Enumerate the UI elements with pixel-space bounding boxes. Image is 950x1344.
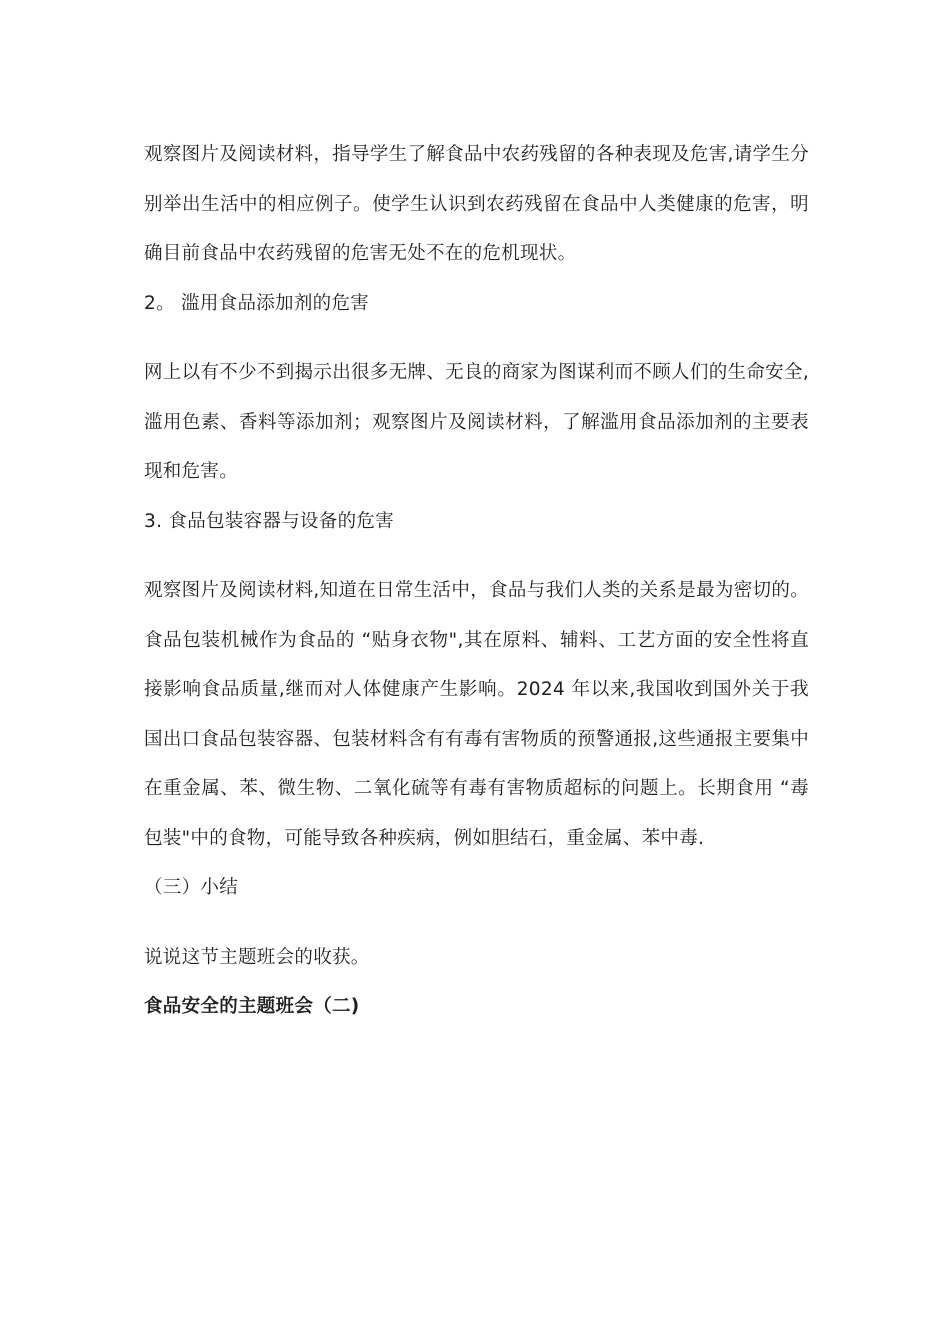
heading-summary: （三）小结 <box>144 877 239 898</box>
paragraph-packaging-hazard: 观察图片及阅读材料,知道在日常生活中，食品与我们人类的关系是最为密切的。食品包装机械作为食品的 “贴身衣物",其在原料、辅料、工艺方面的安全性将直接影响食品质量,继而对人体健康产生影响。2024 年以来,我国收到国外关于我国出口食品包装容器、包装材料含有有毒有害物质的预警通报,这些通报主要集中在重金属、苯、微生物、二氧化硫等有毒有害物质超标的问题上。长期食用 “毒包装"中的食物，可能导致各种疾病，例如胆结石，重金属、苯中毒. <box>144 580 809 849</box>
document-body <box>144 130 809 1032</box>
heading-class-meeting-part-two: 食品安全的主题班会（二) <box>144 996 360 1017</box>
heading-packaging-hazard: 3. 食品包装容器与设备的危害 <box>144 510 395 532</box>
paragraph-additive-abuse: 网上以有不少不到揭示出很多无牌、无良的商家为图谋利而不顾人们的生命安全,滥用色素、香料等添加剂；观察图片及阅读材料，了解滥用食品添加剂的主要表现和危害。 <box>144 362 809 482</box>
paragraph-pesticide-residue: 观察图片及阅读材料，指导学生了解食品中农药残留的各种表现及危害,请学生分别举出生活中的相应例子。使学生认识到农药残留在食品中人类健康的危害，明确目前食品中农药残留的危害无处不在的危机现状。 <box>144 144 809 264</box>
heading-additive-abuse: 2。 滥用食品添加剂的危害 <box>144 292 370 314</box>
paragraph-summary: 说说这节主题班会的收获。 <box>144 946 370 968</box>
